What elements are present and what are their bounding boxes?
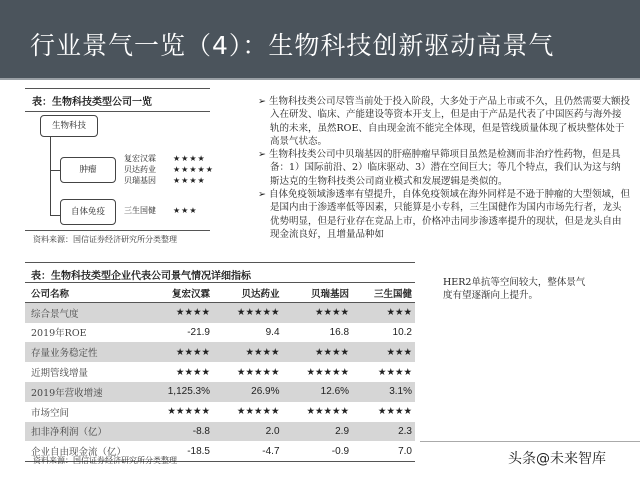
row-label: 综合景气度 [25,303,143,323]
column-header: 公司名称 [25,283,143,303]
value-cell: 1,125.3% [143,382,213,402]
table2-source: 资料来源：国信证券经济研究所分类整理 [33,456,177,465]
star-rating-cell: ★★★★ [213,342,283,362]
tree-root-node: 生物科技 [40,115,98,137]
watermark: 头条@未来智库 [508,451,606,467]
star-rating-cell: ★★★★ [283,342,353,362]
star-rating-cell: ★★★★ [377,406,412,418]
column-header: 复宏汉霖 [143,283,213,303]
star-rating-cell: ★★★★★ [306,366,350,378]
star-rating-cell: ★★★★★ [306,406,350,418]
column-header: 贝瑞基因 [283,283,353,303]
table-row [25,323,415,343]
value-cell: 2.9 [283,422,353,442]
tree-node-tumor: 肿瘤 [60,157,116,183]
value-cell: 10.2 [392,326,412,338]
company-name: 贝瑞基因 [124,176,156,185]
value-cell: 2.0 [213,422,283,442]
slide-title: 行业景气一览（4）：生物科技创新驱动高景气 [30,31,555,60]
table-row [25,382,415,402]
table-row [25,303,415,323]
table2-title: 表：生物科技类型企业代表公司景气情况详细指标 [25,263,415,283]
value-cell: 26.9% [213,382,283,402]
row-label: 2019年营收增速 [25,382,143,402]
star-rating-cell: ★★★ [352,303,415,323]
value-cell: 12.6% [283,382,353,402]
table1-source: 资料来源：国信证券经济研究所分类整理 [33,235,177,244]
value-cell: 16.8 [329,326,350,338]
table-header-row [25,283,415,303]
table-row [25,402,415,422]
star-rating-cell: ★★★★ [377,366,412,378]
star-rating-cell: ★★★★ [143,303,213,323]
divider [420,441,640,442]
bullet-item: ➢ 生物科技类公司中贝瑞基因的肝癌肿瘤早筛项目虽然是检测而非治疗性药物，但是具备：1）国际前沿、2）临床驱动、3）潜在空间巨大；等几个特点，我们认为这与纳斯达克的生物科技类公司商业模式和发展逻辑是类似的。 [258,149,621,187]
company-name: 三生国健 [124,206,156,215]
star-rating: ★★★★ [173,154,206,163]
bullet-list [258,95,630,241]
value-cell: -8.8 [143,422,213,442]
company-name: 贝达药业 [124,165,156,174]
bullet-continuation: HER2单抗等空间较大，整体景气度有望逐渐向上提升。 [443,277,586,302]
bullet-text: 生物科技类公司中贝瑞基因的肝癌肿瘤早筛项目虽然是检测而非治疗性药物，但是具备：1）国际前沿、2）临床驱动、3）潜在空间巨大；等几个特点，我们认为这与纳斯达克的生物科技类公司商业模式和发展逻辑是类似的。 [268,149,621,187]
value-cell: 9.4 [265,326,280,338]
tree-node-autoimmune: 自体免疫 [60,199,116,225]
divider [25,230,210,231]
star-rating: ★★★★★ [173,165,214,174]
star-rating-cell: ★★★★★ [236,406,280,418]
star-rating-cell: ★★★★ [175,366,210,378]
row-label: 扣非净利润（亿） [25,422,143,442]
star-rating-cell: ★★★★★ [167,406,210,418]
table-row [25,422,415,442]
bullet-text: 生物科技类公司尽管当前处于投入阶段，大多处于产品上市或不久，且仍然需要大额投入在研发、临床、产能建设等资本开支上，但是由于产品是代表了中国医药与海外接轨的未来，虽然ROE、自由现金流不能完全体现，但是管线质量体现了板块整体处于高景气状态。 [268,96,630,147]
row-label: 存量业务稳定性 [25,342,143,362]
value-cell: -4.7 [213,441,283,461]
company-name: 复宏汉霖 [124,154,156,163]
row-label: 2019年ROE [31,328,87,340]
value-cell: -0.9 [283,441,353,461]
column-header: 贝达药业 [213,283,283,303]
star-rating-cell: ★★★★★ [213,303,283,323]
bullet-text: 自体免疫领域渗透率有望提升，自体免疫领域在海外同样是不逊于肿瘤的大型领域，但是国内由于渗透率低等因素，只能算是小专科，三生国健作为国内市场先行者，龙头优势明显，但是行业存在竞品上市，价格冲击同步渗透率提升的现状，但是龙头自由现金流良好，且增量品种如 [268,189,630,240]
company-type-table [25,88,210,112]
table1-title: 表：生物科技类型公司一览 [25,89,210,112]
star-rating: ★★★ [173,206,198,215]
bullet-item: ➢ 生物科技类公司尽管当前处于投入阶段，大多处于产品上市或不久，且仍然需要大额投入在研发、临床、产能建设等资本开支上，但是由于产品是代表了中国医药与海外接轨的未来，虽然ROE、自由现金流不能完全体现，但是管线质量体现了板块整体处于高景气状态。 [258,96,630,147]
table-row [25,362,415,382]
tree-line [50,215,60,216]
value-cell: -21.9 [187,326,210,338]
value-cell: -18.5 [143,441,213,461]
value-cell: 2.3 [352,422,415,442]
bullet-item: ➢ 自体免疫领域渗透率有望提升，自体免疫领域在海外同样是不逊于肿瘤的大型领域，但是国内由于渗透率低等因素，只能算是小专科，三生国健作为国内市场先行者，龙头优势明显，但是行业存在竞品上市，价格冲击同步渗透率提升的现状，但是龙头自由现金流良好，且增量品种如 [258,189,630,240]
star-rating-cell: ★★★ [352,342,415,362]
star-rating-cell: ★★★★★ [236,366,280,378]
row-label: 企业自由现金流（亿） [25,441,143,461]
row-label: 市场空间 [31,407,70,419]
indicator-table [25,262,415,462]
table-row [25,342,415,362]
column-header: 三生国健 [352,283,415,303]
star-rating: ★★★★ [173,176,206,185]
slide-header [0,0,640,80]
tree-line [50,170,60,171]
value-cell: 3.1% [352,382,415,402]
value-cell: 7.0 [352,441,415,461]
star-rating-cell: ★★★★ [143,342,213,362]
star-rating-cell: ★★★★ [283,303,353,323]
row-label: 近期管线增量 [31,368,89,380]
